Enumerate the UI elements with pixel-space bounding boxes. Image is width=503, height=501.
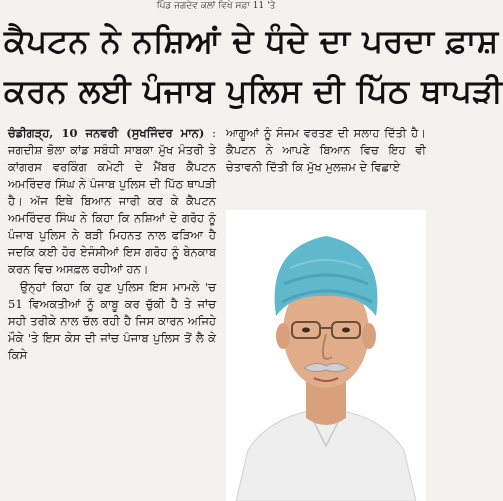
- article-paragraph-1-body: : ਜਗਦੀਸ਼ ਭੋਲਾ ਕਾਂਡ ਸਬੰਧੀ ਸਾਬਕਾ ਮੁੱਖ ਮੰਤਰੀ ਤੇ ਕਾਂਗਰਸ ਵਰਕਿੰਗ ਕਮੇਟੀ ਦੇ ਮੈਂਬਰ ਕੈਪਟਨ ਅਮਰਿੰਦਰ ਸਿੰਘ ਨੇ ਪੰਜਾਬ ਪੁਲਿਸ ਦੀ ਪਿੱਠ ਥਾਪੜੀ ਹੈ। ਅੱਜ ਇਥੇ ਬਿਆਨ ਜਾਰੀ ਕਰ ਕੇ ਕੈਪਟਨ ਅਮਰਿੰਦਰ ਸਿੰਘ ਨੇ ਕਿਹਾ ਕਿ ਨਸ਼ਿਆਂ ਦੇ ਗਰੋਹ ਨੂੰ ਪੰਜਾਬ ਪੁਲਿਸ ਨੇ ਬੜੀ ਮਿਹਨਤ ਨਾਲ ਫੜਿਆ ਹੈ ਜਦਕਿ ਕਈ ਹੋਰ ਏਜੰਸੀਆਂ ਇਸ ਗਰੋਹ ਨੂੰ ਬੇਨਕਾਬ ਕਰਨ ਵਿਚ ਅਸਫ਼ਲ ਰਹੀਆਂ ਹਨ।: [8, 126, 216, 276]
- headline: [4, 16, 503, 122]
- top-strip-text: ਪਿੰਡ ਜਗਦੇਵ ਕਲਾਂ ਵਿਖੇ ਸਫ਼ਾ 11 'ਤੇ: [156, 1, 276, 11]
- article-right-paragraph: ਆਗੂਆਂ ਨੂੰ ਸੰਜਮ ਵਰਤਣ ਦੀ ਸਲਾਹ ਦਿੱਤੀ ਹੈ। ਕੈਪਟਨ ਨੇ ਆਪਣੇ ਬਿਆਨ ਵਿਚ ਇਹ ਵੀ ਚੇਤਾਵਨੀ ਦਿੱਤੀ ਕਿ ਮੁੱਖ ਮੁਲਜ਼ਮ ਦੇ ਵਿਛਾਏ: [226, 126, 426, 174]
- article-left-column: [8, 125, 216, 495]
- article-paragraph-1: [8, 125, 216, 278]
- portrait-photo: [226, 210, 426, 501]
- article-right-column: [226, 125, 426, 205]
- portrait-illustration: [226, 210, 426, 501]
- dateline: ਚੰਡੀਗੜ੍ਹ, 10 ਜਨਵਰੀ (ਸੁਖਜਿੰਦਰ ਮਾਨ): [8, 126, 205, 140]
- headline-line-1: ਕੈਪਟਨ ਨੇ ਨਸ਼ਿਆਂ ਦੇ ਧੰਦੇ ਦਾ ਪਰਦਾ ਫ਼ਾਸ਼: [4, 22, 499, 60]
- headline-line-2: ਕਰਨ ਲਈ ਪੰਜਾਬ ਪੁਲਿਸ ਦੀ ਪਿੱਠ ਥਾਪੜੀ: [4, 72, 503, 110]
- article-paragraph-2: ਉਨ੍ਹਾਂ ਕਿਹਾ ਕਿ ਹੁਣ ਪੁਲਿਸ ਇਸ ਮਾਮਲੇ 'ਚ 51 ਵਿਅਕਤੀਆਂ ਨੂੰ ਕਾਬੂ ਕਰ ਚੁੱਕੀ ਹੈ ਤੇ ਜਾਂਚ ਸਹੀ ਤਰੀਕੇ ਨਾਲ ਚੱਲ ਰਹੀ ਹੈ ਜਿਸ ਕਾਰਨ ਅਜਿਹੇ ਮੌਕੇ 'ਤੇ ਇਸ ਕੇਸ ਦੀ ਜਾਂਚ ਪੰਜਾਬ ਪੁਲਿਸ ਤੋਂ ਲੈ ਕੇ ਕਿਸੇ: [8, 280, 216, 362]
